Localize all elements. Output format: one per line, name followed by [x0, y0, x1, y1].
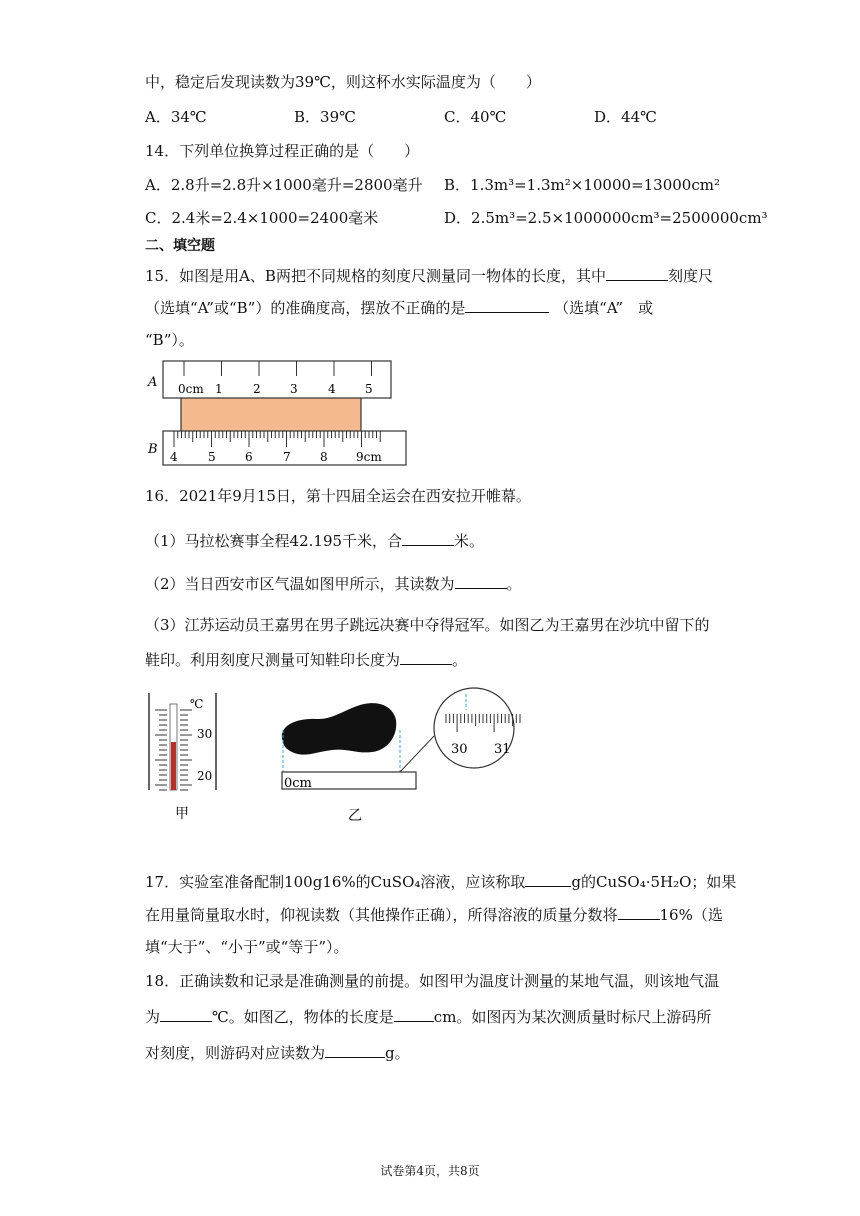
ruler-a-tick-2: 2 [253, 382, 261, 396]
q13-option-d: D．44℃ [594, 108, 657, 126]
thermometer-scale-30: 30 [197, 727, 213, 741]
answer-blank[interactable] [455, 574, 507, 589]
q17-line1 [145, 872, 736, 892]
ruler-b-tick-7: 7 [283, 450, 291, 464]
shoeprint [282, 703, 396, 755]
q13-option-c: C．40℃ [444, 108, 507, 126]
q16-part3-line1: （3）江苏运动员王嘉男在男子跳远决赛中夺得冠军。如图乙为王嘉男在沙坑中留下的 [145, 616, 710, 634]
answer-blank[interactable] [525, 872, 571, 887]
q13-option-a: A．34℃ [145, 108, 207, 126]
ruler-a-tick-4: 4 [328, 382, 336, 396]
q18-line3 [145, 1043, 410, 1063]
zoom-tick-31: 31 [494, 742, 511, 757]
thermometer-liquid [171, 742, 176, 790]
ruler-a-label: A [148, 375, 158, 390]
q17-text-b: g的CuSO₄·5H₂O；如果 [571, 873, 737, 891]
q18-line2 [145, 1007, 711, 1027]
q16-stem: 16．2021年9月15日，第十四届全运会在西安拉开帷幕。 [145, 487, 531, 505]
ruler-a-tick-3: 3 [290, 382, 298, 396]
answer-blank[interactable] [606, 266, 668, 281]
q17-text-c: 在用量筒量取水时，仰视读数（其他操作正确），所得溶液的质量分数将 [145, 906, 618, 924]
ruler-a-tick-1: 1 [215, 382, 223, 396]
q18-text-d: cm。如图丙为某次测质量时标尺上游码所 [433, 1008, 712, 1026]
q16-part3-line2 [145, 650, 467, 670]
q16-part1 [145, 531, 484, 551]
q14-option-c: C．2.4米=2.4×1000=2400毫米 [145, 209, 379, 227]
ruler-b-label: B [148, 442, 158, 457]
ruler-a-tick-0: 0cm [178, 382, 204, 396]
thermometer-unit: ℃ [190, 697, 204, 711]
q16-part2 [145, 574, 522, 594]
shoeprint-figure [276, 686, 526, 828]
section-heading: 二、填空题 [145, 238, 215, 254]
answer-blank[interactable] [400, 650, 452, 665]
q15-text-e: “B”）。 [145, 331, 194, 349]
q14-option-b: B．1.3m³=1.3m²×10000=13000cm² [444, 176, 720, 194]
q15-text-d: （选填“A” 或 [554, 299, 654, 317]
answer-blank[interactable] [160, 1007, 212, 1022]
q15-text-c: （选填“A”或“B”）的准确度高，摆放不正确的是 [145, 299, 466, 317]
ruler-a-tick-5: 5 [365, 382, 373, 396]
page-footer: 试卷第4页，共8页 [380, 1164, 480, 1178]
answer-blank[interactable] [325, 1043, 385, 1058]
q13-option-b: B．39℃ [294, 108, 356, 126]
q17-text-d: 16%（选 [659, 906, 723, 924]
q16-2-text-b: 。 [506, 575, 522, 593]
q15-text-b: 刻度尺 [667, 267, 713, 285]
thermometer-figure [140, 690, 230, 820]
q18-text-f: g。 [385, 1044, 410, 1062]
q18-text-b: 为 [145, 1008, 161, 1026]
answer-blank[interactable] [618, 905, 660, 920]
q15-line2 [145, 298, 653, 318]
caption-yi: 乙 [348, 808, 362, 824]
measured-object [181, 397, 361, 433]
q13-stem-tail: 中，稳定后发现读数为39℃，则这杯水实际温度为（ ） [145, 73, 541, 91]
ruler-b-tick-8: 8 [320, 450, 328, 464]
q15-line1 [145, 266, 713, 286]
ruler-b-tick-4: 4 [170, 450, 178, 464]
q14-stem: 14．下列单位换算过程正确的是（ ） [145, 142, 420, 160]
q14-option-a: A．2.8升=2.8升×1000毫升=2800毫升 [145, 176, 423, 194]
rulers-figure [144, 358, 412, 470]
q15-text-a: 15．如图是用A、B两把不同规格的刻度尺测量同一物体的长度，其中 [145, 267, 606, 285]
ruler-b-tick-5: 5 [208, 450, 216, 464]
q16-3-text-b: 鞋印。利用刻度尺测量可知鞋印长度为 [145, 651, 401, 669]
answer-blank[interactable] [394, 1007, 434, 1022]
q17-line3: 填“大于”、“小于”或“等于”）。 [145, 938, 349, 956]
q17-line2 [145, 905, 723, 925]
q18-text-e: 对刻度，则游码对应读数为 [145, 1044, 326, 1062]
answer-blank[interactable] [465, 298, 549, 313]
answer-blank[interactable] [402, 531, 454, 546]
caption-jia: 甲 [175, 806, 189, 820]
q18-text-c: ℃。如图乙，物体的长度是 [212, 1008, 394, 1026]
zoom-tick-30: 30 [451, 742, 468, 757]
q16-3-text-c: 。 [452, 651, 468, 669]
q16-1-text-b: 米。 [454, 532, 485, 550]
q16-1-text-a: （1）马拉松赛事全程42.195千米，合 [145, 532, 403, 550]
q16-2-text-a: （2）当日西安市区气温如图甲所示，其读数为 [145, 575, 455, 593]
ruler-b-tick-9: 9cm [356, 450, 382, 464]
thermometer-scale-20: 20 [197, 769, 213, 783]
q17-text-a: 17．实验室准备配制100g16%的CuSO₄溶液，应该称取 [145, 873, 526, 891]
ruler-c-label: 0cm [284, 776, 312, 791]
q14-option-d: D．2.5m³=2.5×1000000cm³=2500000cm³ [444, 209, 768, 227]
q18-line1: 18．正确读数和记录是准确测量的前提。如图甲为温度计测量的某地气温，则该地气温 [145, 972, 720, 990]
ruler-b-tick-6: 6 [245, 450, 253, 464]
